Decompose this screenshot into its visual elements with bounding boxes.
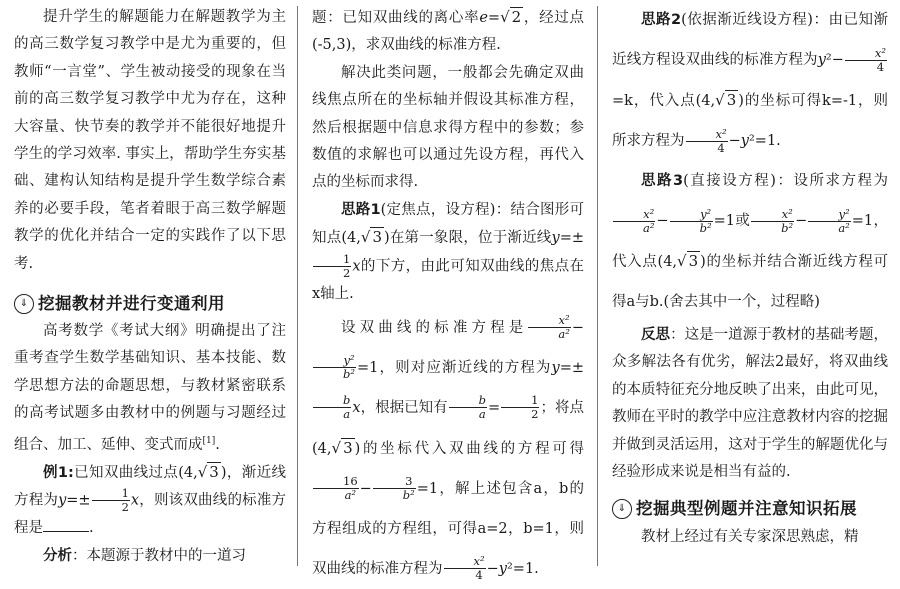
paragraph-text: 高考数学《考试大纲》明确提出了注重考查学生数学基础知识、基本技能、数学思想方法的命题思想，与教材紧密联系的高考试题多由教材中的例题与习题经过组合、加工、延伸、变式而成 — [14, 323, 286, 453]
section-heading-1 — [14, 290, 286, 318]
route-2: 思路2(依据渐近线设方程)：由已知渐近线方程设双曲线的标准方程为y²− $\frac{\text{x²}}{4}$ =k，代入点(4,√ 3 )的坐标可得k=-1，则所求方程为 $\frac{\text{x²}}{4}$ −y²=1. — [612, 12, 888, 155]
text: ：设所求方程为 — [775, 173, 889, 189]
column-3 — [612, 0, 888, 570]
reflection — [612, 322, 888, 486]
text: )，渐近线方程为 — [14, 464, 286, 509]
route-paren: (定焦点，设方程) — [380, 201, 496, 218]
text: =1，解上述包含a，b的方程组成的方程组，可得a=2，b=1，则双曲线的标准方程为 — [312, 480, 584, 577]
reflection-label: 反思 — [641, 327, 671, 343]
route-3: 思路3(直接设方程)：设所求方程为 $\frac{\text{x²}}{\text{a²}}$ − $\frac{\text{y²}}{\text{b²}}$ =1或 $\frac{\text{x²}}{\text{b²}}$ − $\frac{\text{y²}}{\text{a²}}$ =1，代入点(4,√ 3 )的坐标并结合渐近线方程可得a与b.(舍去其中一个，过程略) — [612, 173, 889, 310]
paragraph-end: . — [215, 436, 220, 453]
section-heading-2 — [612, 494, 888, 524]
reflection-text: ：这是一道源于教材的基础考题，众多解法各有优劣，解法2最好，将双曲线的本质特征充分地反映了出来，由此可见，教师在平时的教学中应注意教材内容的挖掘并做到灵活运用，这对于学生的解题优化与经验形成来说是相当有益的. — [612, 327, 888, 481]
text: ，则该双曲线的标准方程是 — [14, 492, 287, 537]
text: 已知双曲线过点(4, — [73, 464, 198, 481]
text: ，根据已知有 — [360, 399, 448, 416]
equation: y — [58, 492, 67, 509]
route-label: 思路1 — [341, 201, 381, 218]
text: =1或 — [713, 213, 751, 229]
fraction: $\frac{1}{2}$ — [92, 487, 130, 514]
arrow-down-circle-icon: ⇓ — [612, 499, 632, 519]
example-label: 例1: — [43, 464, 74, 481]
text: 题：已知双曲线的离心率 — [312, 10, 480, 26]
reference-marker: [1] — [202, 435, 216, 446]
sqrt-3: √ 3 — [197, 462, 219, 481]
note: (舍去其中一个，过程略) — [663, 294, 820, 310]
answer-blank — [43, 531, 89, 532]
text: )在第一象限，位于渐近线 — [384, 230, 552, 247]
text: 的下方，由此可知双曲线的焦点在x轴上. — [312, 258, 584, 302]
column-2 — [312, 0, 585, 583]
text: )的坐标代入双曲线的方程可得 — [354, 440, 584, 457]
paragraph: 题：已知双曲线的离心率e=√ 2 ，经过点(-5,3)，求双曲线的标准方程. — [312, 8, 585, 54]
analysis — [14, 543, 286, 570]
column-1 — [14, 0, 286, 570]
route-1: 思路1(定焦点，设方程)：结合图形可知点(4,√ 3 )在第一象限，位于渐近线y=± $\frac{1}{2}$ x的下方，由此可知双曲线的焦点在x轴上. — [312, 201, 585, 302]
text: ；将点(4, — [312, 399, 585, 457]
text: =k，代入点(4, — [612, 93, 716, 109]
text: )的坐标并结合渐近线方程可得a与b. — [612, 254, 888, 310]
example-1: 例1:已知双曲线过点(4,√ 3 )，渐近线方程为y=± $\frac{1}{2}$ x，则该双曲线的标准方程是 . — [14, 462, 287, 537]
paragraph: 教材上经过有关专家深思熟虑，精 — [641, 529, 859, 546]
route-label: 思路2 — [641, 12, 682, 28]
column-divider — [597, 6, 598, 566]
route-label: 思路3 — [641, 173, 684, 189]
text: 设双曲线的标准方程是 — [341, 319, 528, 336]
text: ：由已知渐近线方程设双曲线的标准方程为 — [612, 12, 888, 68]
text: ：结合图形可知点(4, — [312, 201, 584, 247]
section-title: 挖掘典型例题并注意知识拓展 — [636, 499, 857, 519]
text: =1，代入点(4, — [612, 213, 888, 270]
text: ，经过点(-5,3)，求双曲线的标准方程. — [312, 10, 585, 54]
text: )的坐标可得k=-1，则所求方程为 — [612, 93, 888, 149]
section-title: 挖掘教材并进行变通利用 — [38, 294, 225, 314]
text: =1. — [754, 133, 781, 149]
text: =1，则对应渐近线的方程为 — [356, 359, 552, 376]
analysis-label: 分析 — [43, 547, 72, 564]
intro-paragraph: 提升学生的解题能力在解题教学为主的高三数学复习教学中是尤为重要的，但教师“一言堂”、学生被动接受的现象在当前的高三数学复习教学中尤为存在，这种大容量、快节奏的教学并不能很好地提升学生的学习效率. 事实上，帮助学生夯实基础、建构认知结构是提升学生数学综合素养的必要手段，笔者着眼于高三数学解题教学的优化并结合一定的实践作了以下思考. — [14, 9, 286, 272]
arrow-down-circle-icon: ⇓ — [14, 294, 34, 314]
text: . — [89, 520, 94, 537]
paragraph: 解决此类问题，一般都会先确定双曲线焦点所在的坐标轴并假设其标准方程，然后根据题中信息求得方程中的参数；参数值的求解也可以通过先设方程，再代入点的坐标而求得. — [312, 64, 584, 191]
analysis-text: ：本题源于教材中的一道习 — [72, 547, 246, 564]
sqrt-2: √ 2 — [500, 8, 522, 26]
text: =1. — [512, 560, 539, 577]
paragraph: 设双曲线的标准方程是 $\frac{\text{x²}}{\text{a²}}$ − $\frac{\text{y²}}{\text{b²}}$ =1，则对应渐近线的方程为y=± $\frac{b}{a}$ x，根据已知有 $\frac{b}{a}$ = $\frac{1}{2}$ ；将点(4,√ 3 )的坐标代入双曲线的方程可得 $\frac{16}{\text{a²}}$ − $\frac{3}{\text{b²}}$ =1，解上述包含a，b的方程组成的方程组，可得a=2，b=1，则双曲线的标准方程为 $\frac{\text{x²}}{4}$ −y²=1. — [312, 313, 585, 583]
column-divider — [297, 6, 298, 566]
paragraph — [14, 318, 286, 459]
route-paren: (直接设方程) — [683, 173, 776, 189]
route-paren: (依据渐近线设方程) — [681, 12, 813, 28]
